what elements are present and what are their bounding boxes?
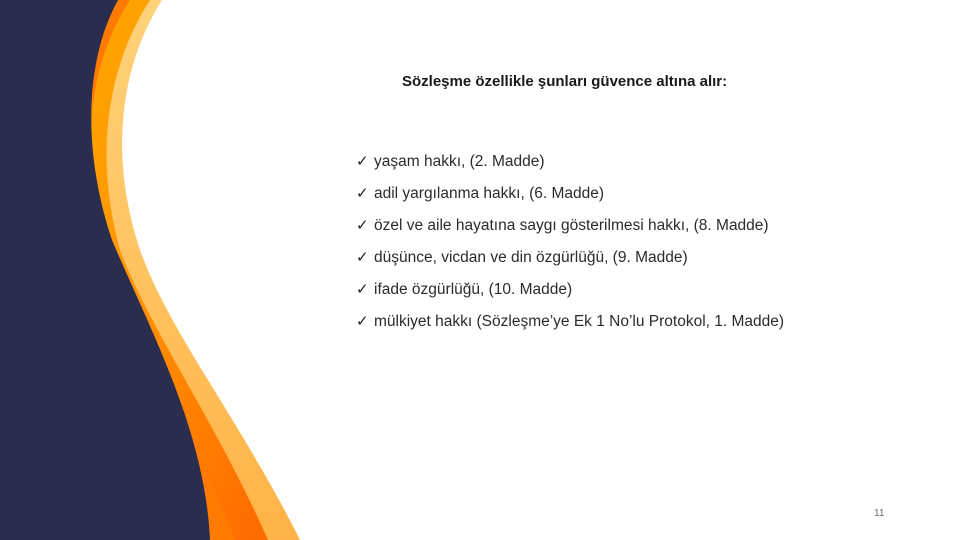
page-number: 11: [874, 508, 885, 519]
slide-heading: Sözleşme özellikle şunları güvence altına alır:: [402, 73, 728, 90]
checkmark-icon: ✓: [356, 249, 369, 266]
list-item-text: adil yargılanma hakkı, (6. Madde): [374, 185, 605, 202]
list-item-text: mülkiyet hakkı (Sözleşme’ye Ek 1 No’lu Protokol, 1. Madde): [374, 313, 785, 330]
list-item-text: düşünce, vicdan ve din özgürlüğü, (9. Madde): [374, 249, 688, 266]
list-item: [356, 210, 784, 242]
checkmark-icon: ✓: [356, 185, 369, 202]
list-item: [356, 178, 784, 210]
checkmark-icon: ✓: [356, 153, 369, 170]
checkmark-icon: ✓: [356, 217, 369, 234]
list-item-text: ifade özgürlüğü, (10. Madde): [374, 281, 573, 298]
list-item-text: özel ve aile hayatına saygı gösterilmesi hakkı, (8. Madde): [374, 217, 769, 234]
list-item: [356, 242, 784, 274]
list-item-text: yaşam hakkı, (2. Madde): [374, 153, 545, 170]
decorative-wave-graphic: [0, 0, 320, 540]
rights-list: [356, 146, 784, 338]
checkmark-icon: ✓: [356, 281, 369, 298]
list-item: [356, 274, 784, 306]
checkmark-icon: ✓: [356, 313, 369, 330]
list-item: [356, 146, 784, 178]
list-item: [356, 306, 784, 338]
